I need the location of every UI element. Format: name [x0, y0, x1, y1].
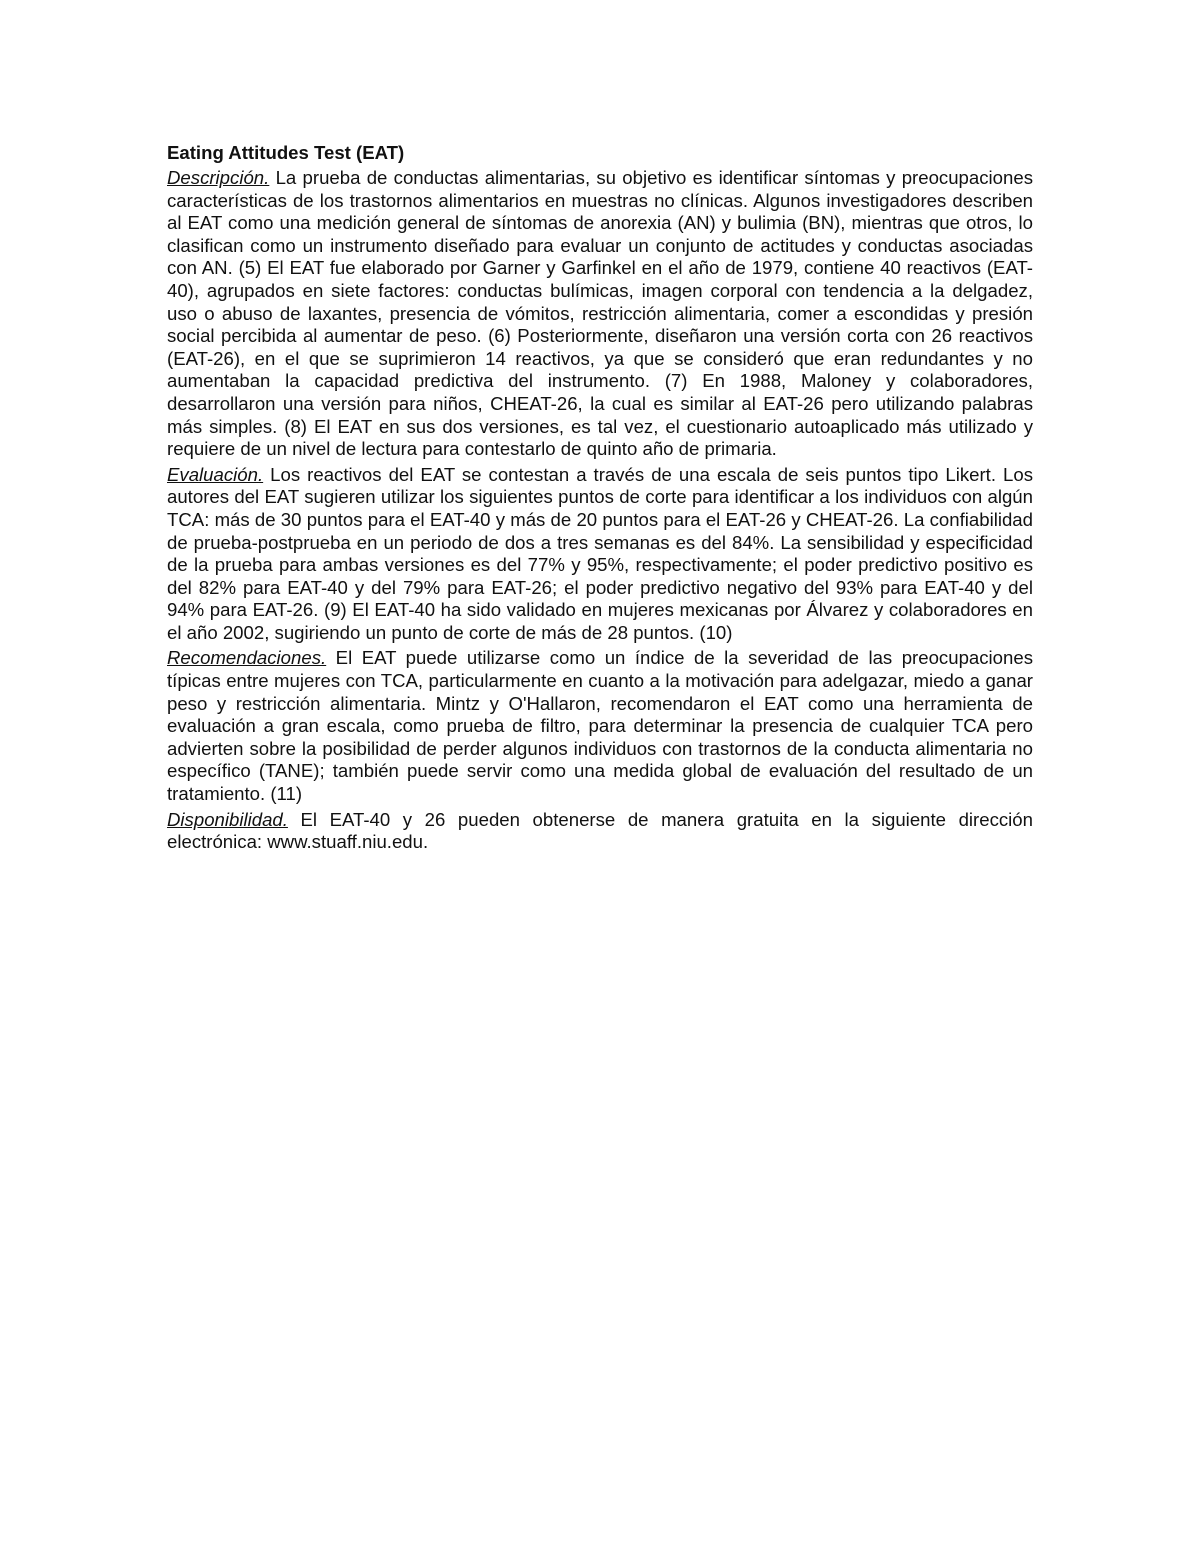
document-body [167, 141, 1033, 857]
section-descripcion [167, 167, 1033, 461]
section-text-descripcion: La prueba de conductas alimentarias, su objetivo es identificar síntomas y preocupaciones características de los trastornos alimentarios en muestras no clínicas. Algunos investigadores describen al EAT como una medición general de síntomas de anorexia (AN) y bulimia (BN), mientras que otros, lo clasifican como un instrumento diseñado para evaluar un conjunto de actitudes y conductas asociadas con AN. (5) El EAT fue elaborado por Garner y Garfinkel en el año de 1979, contiene 40 reactivos (EAT-40), agrupados en siete factores: conductas bulímicas, imagen corporal con tendencia a la delgadez, uso o abuso de laxantes, presencia de vómitos, restricción alimentaria, comer a escondidas y presión social percibida al aumentar de peso. (6) Posteriormente, diseñaron una versión corta con 26 reactivos (EAT-26), en el que se suprimieron 14 reactivos, ya que se consideró que eran redundantes y no aumentaban la capacidad predictiva del instrumento. (7) En 1988, Maloney y colaboradores, desarrollaron una versión para niños, CHEAT-26, la cual es similar al EAT-26 pero utilizando palabras más simples. (8) El EAT en sus dos versiones, es tal vez, el cuestionario autoaplicado más utilizado y requiere de un nivel de lectura para contestarlo de quinto año de primaria. [167, 167, 1033, 460]
section-text-evaluacion: Los reactivos del EAT se contestan a través de una escala de seis puntos tipo Likert. Los autores del EAT sugieren utilizar los siguientes puntos de corte para identificar a los individuos con algún TCA: más de 30 puntos para el EAT-40 y más de 20 puntos para el EAT-26 y CHEAT-26. La confiabilidad de prueba-postprueba en un periodo de dos a tres semanas es del 84%. La sensibilidad y especificidad de la prueba para ambas versiones es del 77% y 95%, respectivamente; el poder predictivo positivo es del 82% para EAT-40 y del 79% para EAT-26; el poder predictivo negativo del 93% para EAT-40 y del 94% para EAT-26. (9) El EAT-40 ha sido validado en mujeres mexicanas por Álvarez y colaboradores en el año 2002, sugiriendo un punto de corte de más de 28 puntos. (10) [167, 463, 1033, 643]
section-label-recomendaciones: Recomendaciones. [167, 647, 327, 669]
section-text-disponibilidad: El EAT-40 y 26 pueden obtenerse de manera gratuita en la siguiente dirección electrónica: www.stuaff.niu.edu. [167, 808, 1033, 853]
section-evaluacion [167, 464, 1033, 645]
section-recomendaciones [167, 647, 1033, 805]
document-title: Eating Attitudes Test (EAT) [167, 142, 405, 163]
section-label-disponibilidad: Disponibilidad. [167, 808, 288, 830]
section-label-descripcion: Descripción. [167, 167, 270, 188]
section-text-recomendaciones: El EAT puede utilizarse como un índice de la severidad de las preocupaciones típicas entre mujeres con TCA, particularmente en cuanto a la motivación para adelgazar, miedo a ganar peso y restricción alimentaria. Mintz y O'Hallaron, recomendaron el EAT como una herramienta de evaluación a gran escala, como prueba de filtro, para determinar la presencia de cualquier TCA pero advierten sobre la posibilidad de perder algunos individuos con trastornos de la conducta alimentaria no específico (TANE); también puede servir como una medida global de evaluación del resultado de un tratamiento. (11) [167, 647, 1033, 805]
section-label-evaluacion: Evaluación. [167, 463, 264, 485]
section-disponibilidad [167, 809, 1033, 854]
